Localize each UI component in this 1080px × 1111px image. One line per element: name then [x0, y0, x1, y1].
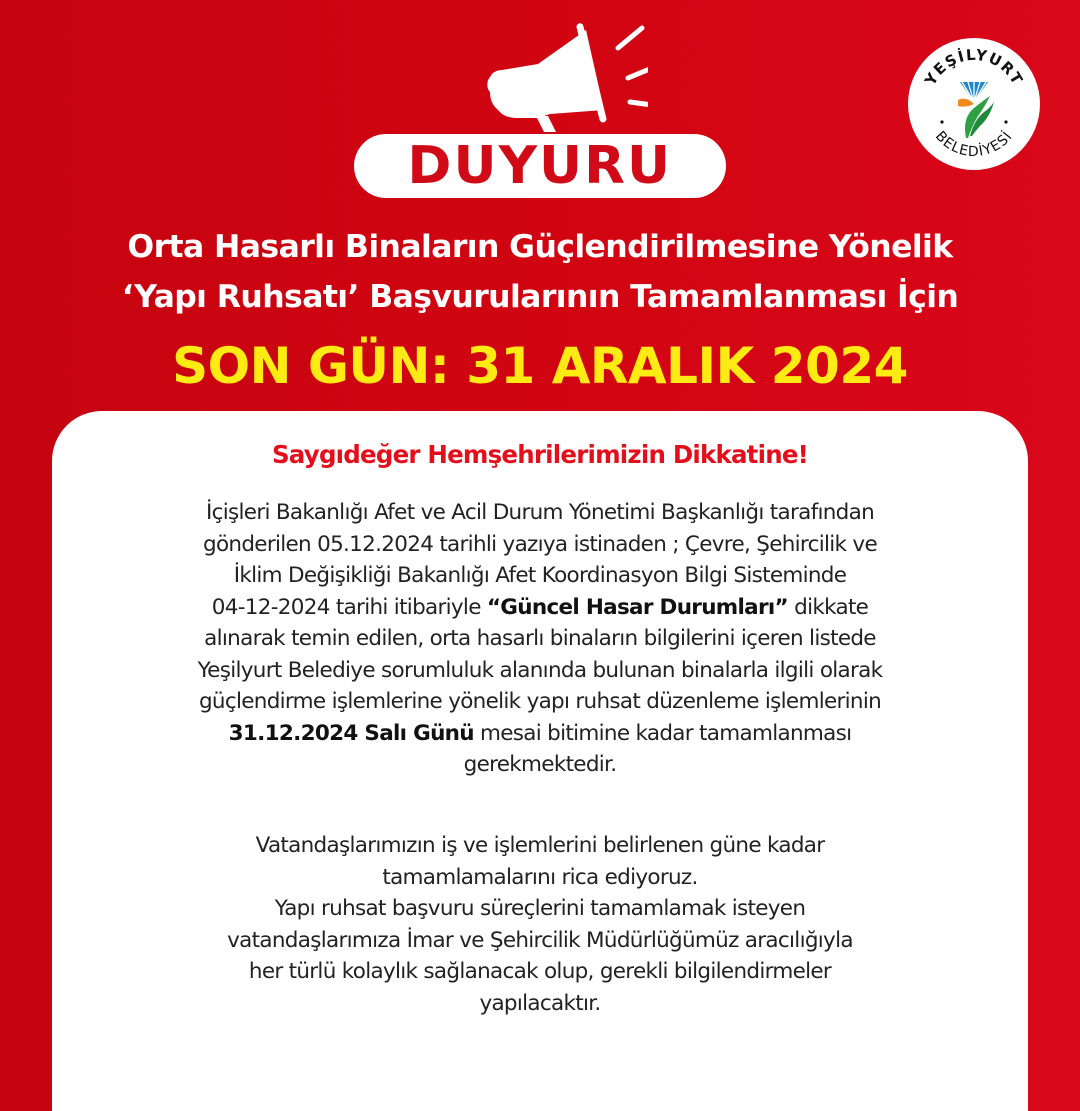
paragraph-line: Yeşilyurt Belediye sorumluluk alanında bulunan binalarla ilgili olarak — [197, 657, 883, 683]
paragraph-line — [60, 718, 1020, 750]
notice-paragraph-1 — [60, 497, 1020, 781]
headline-line-1: Orta Hasarlı Binaların Güçlendirilmesine Yönelik — [127, 229, 953, 265]
paragraph-line: alınarak temin edilen, orta hasarlı binaların bilgilerini içeren listede — [204, 626, 876, 651]
paragraph-text: mesai bitimine kadar tamamlanması — [473, 720, 852, 746]
paragraph-line — [60, 592, 1020, 624]
headline — [0, 222, 1080, 322]
notice-paragraph-2 — [60, 830, 1020, 1019]
paragraph-line: her türlü kolaylık sağlanacak olup, gerekli bilgilendirmeler — [248, 959, 832, 984]
svg-text:YEŞİLYURT: YEŞİLYURT — [921, 45, 1027, 89]
paragraph-line: İçişleri Bakanlığı Afet ve Acil Durum Yönetimi Başkanlığı tarafından — [205, 500, 874, 525]
paragraph-line: tamamlamalarını rica ediyoruz. — [382, 864, 698, 890]
municipality-logo — [908, 38, 1040, 170]
announcement-badge — [354, 134, 726, 198]
deadline-banner: SON GÜN: 31 ARALIK 2024 — [172, 337, 908, 395]
deadline-emphasis: 31.12.2024 Salı Günü — [228, 720, 474, 746]
paragraph-line: vatandaşlarımıza İmar ve Şehircilik Müdürlüğümüz aracılığıyla — [227, 927, 853, 953]
paragraph-line: güçlendirme işlemlerine yönelik yapı ruhsat düzenleme işlemlerinin — [198, 689, 882, 714]
svg-text:BELEDİYESİ: BELEDİYESİ — [931, 128, 1017, 161]
paragraph-line: gerekmektedir. — [463, 752, 617, 777]
megaphone-icon — [478, 22, 648, 132]
paragraph-line: yapılacaktır. — [479, 990, 601, 1016]
paragraph-line: İklim Değişikliği Bakanlığı Afet Koordinasyon Bilgi Sisteminde — [233, 563, 847, 588]
paragraph-line: Yapı ruhsat başvuru süreçlerini tamamlamak isteyen — [274, 896, 806, 921]
logo-emblem-icon — [908, 38, 1040, 170]
emphasis-text: “Güncel Hasar Durumları” — [486, 594, 788, 620]
paragraph-text: dikkate — [788, 594, 869, 620]
announcement-badge-label: DUYURU — [407, 136, 673, 196]
paragraph-text: 04-12-2024 tarihi itibariyle — [211, 594, 487, 620]
paragraph-line: Vatandaşlarımızın iş ve işlemlerini belirlenen güne kadar — [255, 833, 825, 858]
headline-line-2: ‘Yapı Ruhsatı’ Başvurularının Tamamlanması İçin — [121, 279, 959, 315]
paragraph-line: gönderilen 05.12.2024 tarihli yazıya istinaden ; Çevre, Şehircilik ve — [203, 531, 877, 557]
salutation-heading: Saygıdeğer Hemşehrilerimizin Dikkatine! — [271, 440, 809, 469]
